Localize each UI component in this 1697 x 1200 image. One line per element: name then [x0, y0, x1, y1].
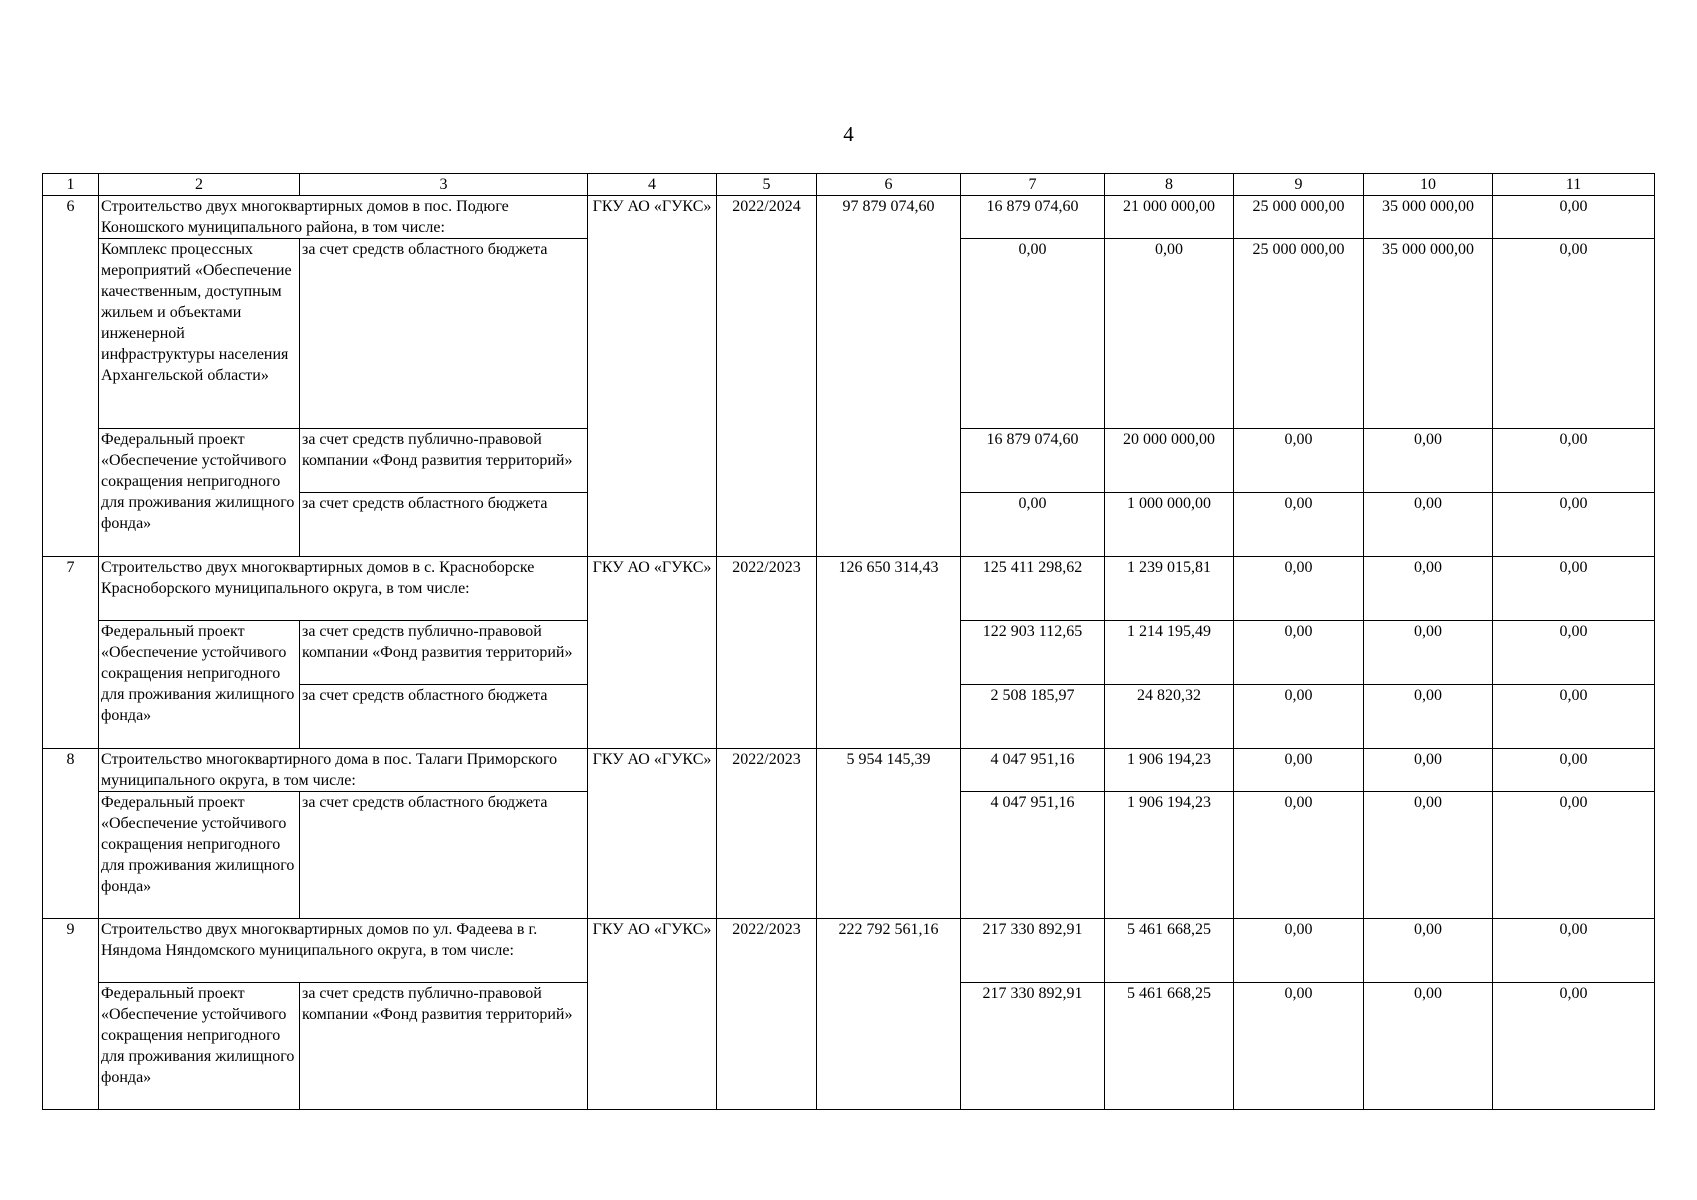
- amount-col7: 16 879 074,60: [961, 196, 1105, 239]
- amount-col7: 16 879 074,60: [961, 429, 1105, 493]
- header-cell: 3: [300, 174, 588, 196]
- total-cost: 222 792 561,16: [817, 919, 961, 1110]
- amount-col9: 0,00: [1234, 685, 1364, 749]
- period: 2022/2024: [717, 196, 817, 557]
- funding-source: за счет средств областного бюджета: [300, 685, 588, 749]
- amount-col9: 25 000 000,00: [1234, 196, 1364, 239]
- amount-col7: 0,00: [961, 493, 1105, 557]
- amount-col11: 0,00: [1493, 919, 1655, 983]
- funding-source: за счет средств публично-правовой компании «Фонд развития территорий»: [300, 429, 588, 493]
- amount-col8: 1 214 195,49: [1105, 621, 1234, 685]
- amount-col9: 0,00: [1234, 429, 1364, 493]
- program-name: Федеральный проект «Обеспечение устойчивого сокращения непригодного для проживания жилищного фонда»: [99, 621, 300, 749]
- amount-col10: 0,00: [1364, 983, 1493, 1110]
- period: 2022/2023: [717, 749, 817, 919]
- table-row: [43, 557, 1655, 621]
- header-cell: 10: [1364, 174, 1493, 196]
- amount-col11: 0,00: [1493, 749, 1655, 792]
- header-cell: 4: [588, 174, 717, 196]
- amount-col8: 21 000 000,00: [1105, 196, 1234, 239]
- amount-col8: 1 239 015,81: [1105, 557, 1234, 621]
- amount-col7: 0,00: [961, 239, 1105, 429]
- amount-col7: 122 903 112,65: [961, 621, 1105, 685]
- amount-col9: 0,00: [1234, 749, 1364, 792]
- amount-col8: 0,00: [1105, 239, 1234, 429]
- amount-col11: 0,00: [1493, 429, 1655, 493]
- funding-source: за счет средств областного бюджета: [300, 792, 588, 919]
- amount-col9: 0,00: [1234, 919, 1364, 983]
- header-cell: 11: [1493, 174, 1655, 196]
- amount-col8: 24 820,32: [1105, 685, 1234, 749]
- table-header-row: [43, 174, 1655, 196]
- amount-col11: 0,00: [1493, 621, 1655, 685]
- object-title: Строительство двух многоквартирных домов в пос. Подюге Коношского муниципального района, в том числе:: [99, 196, 588, 239]
- funding-source: за счет средств областного бюджета: [300, 239, 588, 429]
- amount-col8: 20 000 000,00: [1105, 429, 1234, 493]
- table-row: [43, 749, 1655, 792]
- page-number: 4: [843, 122, 854, 146]
- amount-col8: 1 906 194,23: [1105, 792, 1234, 919]
- header-cell: 8: [1105, 174, 1234, 196]
- object-title: Строительство двух многоквартирных домов по ул. Фадеева в г. Няндома Няндомского муниципального округа, в том числе:: [99, 919, 588, 983]
- total-cost: 5 954 145,39: [817, 749, 961, 919]
- amount-col8: 5 461 668,25: [1105, 919, 1234, 983]
- table-row: [43, 919, 1655, 983]
- table-row: [43, 196, 1655, 239]
- executor: ГКУ АО «ГУКС»: [588, 557, 717, 749]
- amount-col11: 0,00: [1493, 685, 1655, 749]
- amount-col10: 0,00: [1364, 493, 1493, 557]
- amount-col7: 4 047 951,16: [961, 749, 1105, 792]
- amount-col10: 0,00: [1364, 685, 1493, 749]
- amount-col7: 4 047 951,16: [961, 792, 1105, 919]
- header-cell: 7: [961, 174, 1105, 196]
- amount-col8: 5 461 668,25: [1105, 983, 1234, 1110]
- amount-col9: 0,00: [1234, 792, 1364, 919]
- budget-table: [42, 173, 1655, 1110]
- funding-source: за счет средств публично-правовой компании «Фонд развития территорий»: [300, 621, 588, 685]
- amount-col10: 0,00: [1364, 792, 1493, 919]
- amount-col9: 0,00: [1234, 493, 1364, 557]
- period: 2022/2023: [717, 919, 817, 1110]
- header-cell: 2: [99, 174, 300, 196]
- header-cell: 1: [43, 174, 99, 196]
- period: 2022/2023: [717, 557, 817, 749]
- amount-col9: 0,00: [1234, 557, 1364, 621]
- row-number: 9: [43, 919, 99, 1110]
- header-cell: 9: [1234, 174, 1364, 196]
- program-name: Федеральный проект «Обеспечение устойчивого сокращения непригодного для проживания жилищного фонда»: [99, 429, 300, 557]
- program-name: Федеральный проект «Обеспечение устойчивого сокращения непригодного для проживания жилищного фонда»: [99, 983, 300, 1110]
- row-number: 6: [43, 196, 99, 557]
- amount-col11: 0,00: [1493, 196, 1655, 239]
- header-cell: 6: [817, 174, 961, 196]
- row-number: 7: [43, 557, 99, 749]
- amount-col7: 125 411 298,62: [961, 557, 1105, 621]
- funding-source: за счет средств областного бюджета: [300, 493, 588, 557]
- object-title: Строительство многоквартирного дома в пос. Талаги Приморского муниципального округа, в том числе:: [99, 749, 588, 792]
- program-name: Федеральный проект «Обеспечение устойчивого сокращения непригодного для проживания жилищного фонда»: [99, 792, 300, 919]
- amount-col7: 217 330 892,91: [961, 919, 1105, 983]
- object-title: Строительство двух многоквартирных домов в с. Красноборске Красноборского муниципального округа, в том числе:: [99, 557, 588, 621]
- total-cost: 97 879 074,60: [817, 196, 961, 557]
- amount-col10: 35 000 000,00: [1364, 239, 1493, 429]
- total-cost: 126 650 314,43: [817, 557, 961, 749]
- program-name: Комплекс процессных мероприятий «Обеспечение качественным, доступным жильем и объектами инженерной инфраструктуры населения Архангельской области»: [99, 239, 300, 429]
- amount-col11: 0,00: [1493, 983, 1655, 1110]
- amount-col8: 1 906 194,23: [1105, 749, 1234, 792]
- amount-col7: 217 330 892,91: [961, 983, 1105, 1110]
- executor: ГКУ АО «ГУКС»: [588, 749, 717, 919]
- amount-col11: 0,00: [1493, 493, 1655, 557]
- amount-col10: 35 000 000,00: [1364, 196, 1493, 239]
- amount-col9: 0,00: [1234, 621, 1364, 685]
- executor: ГКУ АО «ГУКС»: [588, 196, 717, 557]
- funding-source: за счет средств публично-правовой компании «Фонд развития территорий»: [300, 983, 588, 1110]
- row-number: 8: [43, 749, 99, 919]
- amount-col11: 0,00: [1493, 792, 1655, 919]
- amount-col8: 1 000 000,00: [1105, 493, 1234, 557]
- amount-col10: 0,00: [1364, 919, 1493, 983]
- executor: ГКУ АО «ГУКС»: [588, 919, 717, 1110]
- amount-col11: 0,00: [1493, 557, 1655, 621]
- amount-col10: 0,00: [1364, 621, 1493, 685]
- amount-col9: 25 000 000,00: [1234, 239, 1364, 429]
- amount-col10: 0,00: [1364, 429, 1493, 493]
- amount-col9: 0,00: [1234, 983, 1364, 1110]
- amount-col10: 0,00: [1364, 557, 1493, 621]
- amount-col7: 2 508 185,97: [961, 685, 1105, 749]
- header-cell: 5: [717, 174, 817, 196]
- amount-col10: 0,00: [1364, 749, 1493, 792]
- amount-col11: 0,00: [1493, 239, 1655, 429]
